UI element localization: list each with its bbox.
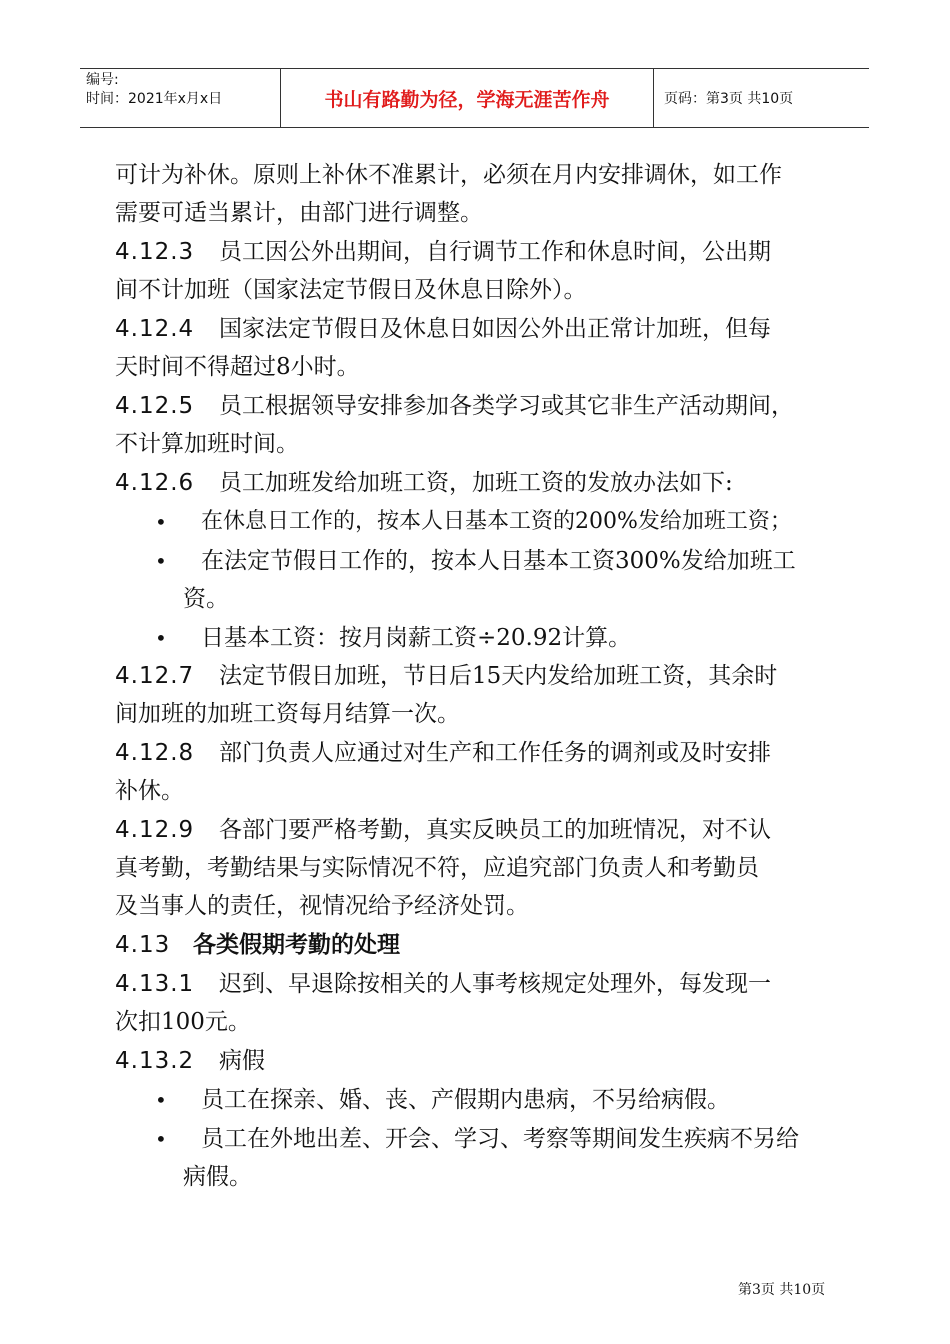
bullet-text-cont: 病假。 <box>183 1164 252 1190</box>
doc-number-label: 编号: <box>86 72 119 88</box>
clause-4-12-8 <box>115 738 771 768</box>
clause-number: 4.12.8 <box>115 740 195 766</box>
bullet-dot: • <box>155 626 167 650</box>
clause-text: 员工加班发给加班工资，加班工资的发放办法如下: <box>219 470 733 496</box>
section-number: 4.13 <box>115 932 171 958</box>
clause-number: 4.12.6 <box>115 470 195 496</box>
bullet-dot: • <box>155 549 167 573</box>
text-line: 真考勤，考勤结果与实际情况不符，应追究部门负责人和考勤员 <box>115 855 759 881</box>
bullet-text: 员工在外地出差、开会、学习、考察等期间发生疾病不另给 <box>201 1126 799 1152</box>
clause-4-12-9 <box>115 815 771 845</box>
text-line: 及当事人的责任，视情况给予经济处罚。 <box>115 893 529 919</box>
clause-number: 4.13.2 <box>115 1048 195 1074</box>
header-page-info: 页码：第3页 共10页 <box>664 91 794 107</box>
clause-text: 迟到、早退除按相关的人事考核规定处理外，每发现一 <box>219 971 771 997</box>
clause-number: 4.12.3 <box>115 239 195 265</box>
text-line: 补休。 <box>115 778 184 804</box>
header-motto: 书山有路勤为径，学海无涯苦作舟 <box>280 69 654 127</box>
clause-4-13-1 <box>115 969 771 999</box>
bullet-text-cont: 资。 <box>183 586 229 612</box>
text-line: 可计为补休。原则上补休不准累计，必须在月内安排调休，如工作 <box>115 162 782 188</box>
text-line: 间加班的加班工资每月结算一次。 <box>115 701 460 727</box>
clause-number: 4.13.1 <box>115 971 195 997</box>
clause-4-12-5 <box>115 391 794 421</box>
clause-number: 4.12.9 <box>115 817 195 843</box>
page-footer: 第3页 共10页 <box>738 1282 826 1298</box>
clause-4-12-3 <box>115 237 771 267</box>
header-meta <box>80 69 280 127</box>
clause-text: 各部门要严格考勤，真实反映员工的加班情况，对不认 <box>219 817 771 843</box>
section-title: 各类假期考勤的处理 <box>193 932 400 958</box>
bullet-dot: • <box>155 510 167 534</box>
clause-text: 员工根据领导安排参加各类学习或其它非生产活动期间， <box>219 393 794 419</box>
clause-text: 病假 <box>219 1048 265 1074</box>
clause-text: 法定节假日加班，节日后15天内发给加班工资，其余时 <box>219 663 778 689</box>
bullet-text: 员工在探亲、婚、丧、产假期内患病，不另给病假。 <box>201 1087 730 1113</box>
clause-text: 员工因公外出期间，自行调节工作和休息时间，公出期 <box>219 239 771 265</box>
text-line: 次扣100元。 <box>115 1009 251 1035</box>
clause-4-12-4 <box>115 314 771 344</box>
text-line: 不计算加班时间。 <box>115 431 299 457</box>
clause-4-13-2 <box>115 1046 265 1076</box>
page-header <box>80 68 869 128</box>
clause-number: 4.12.7 <box>115 663 195 689</box>
bullet-dot: • <box>155 1127 167 1151</box>
bullet-text: 在法定节假日工作的，按本人日基本工资300%发给加班工 <box>201 548 796 574</box>
doc-time-label: 时间：2021年x月x日 <box>86 91 223 107</box>
section-heading-4-13 <box>115 930 400 960</box>
clause-number: 4.12.5 <box>115 393 195 419</box>
clause-4-12-7 <box>115 661 777 691</box>
clause-text: 部门负责人应通过对生产和工作任务的调剂或及时安排 <box>219 740 771 766</box>
text-line: 需要可适当累计，由部门进行调整。 <box>115 200 483 226</box>
clause-text: 国家法定节假日及休息日如因公外出正常计加班，但每 <box>219 316 771 342</box>
bullet-text: 在休息日工作的，按本人日基本工资的200%发给加班工资； <box>201 509 792 534</box>
text-line: 间不计加班（国家法定节假日及休息日除外）。 <box>115 277 587 303</box>
clause-number: 4.12.4 <box>115 316 195 342</box>
bullet-dot: • <box>155 1088 167 1112</box>
clause-4-12-6 <box>115 468 733 498</box>
text-line: 天时间不得超过8小时。 <box>115 354 360 380</box>
bullet-text: 日基本工资：按月岗薪工资÷20.92计算。 <box>201 625 632 651</box>
